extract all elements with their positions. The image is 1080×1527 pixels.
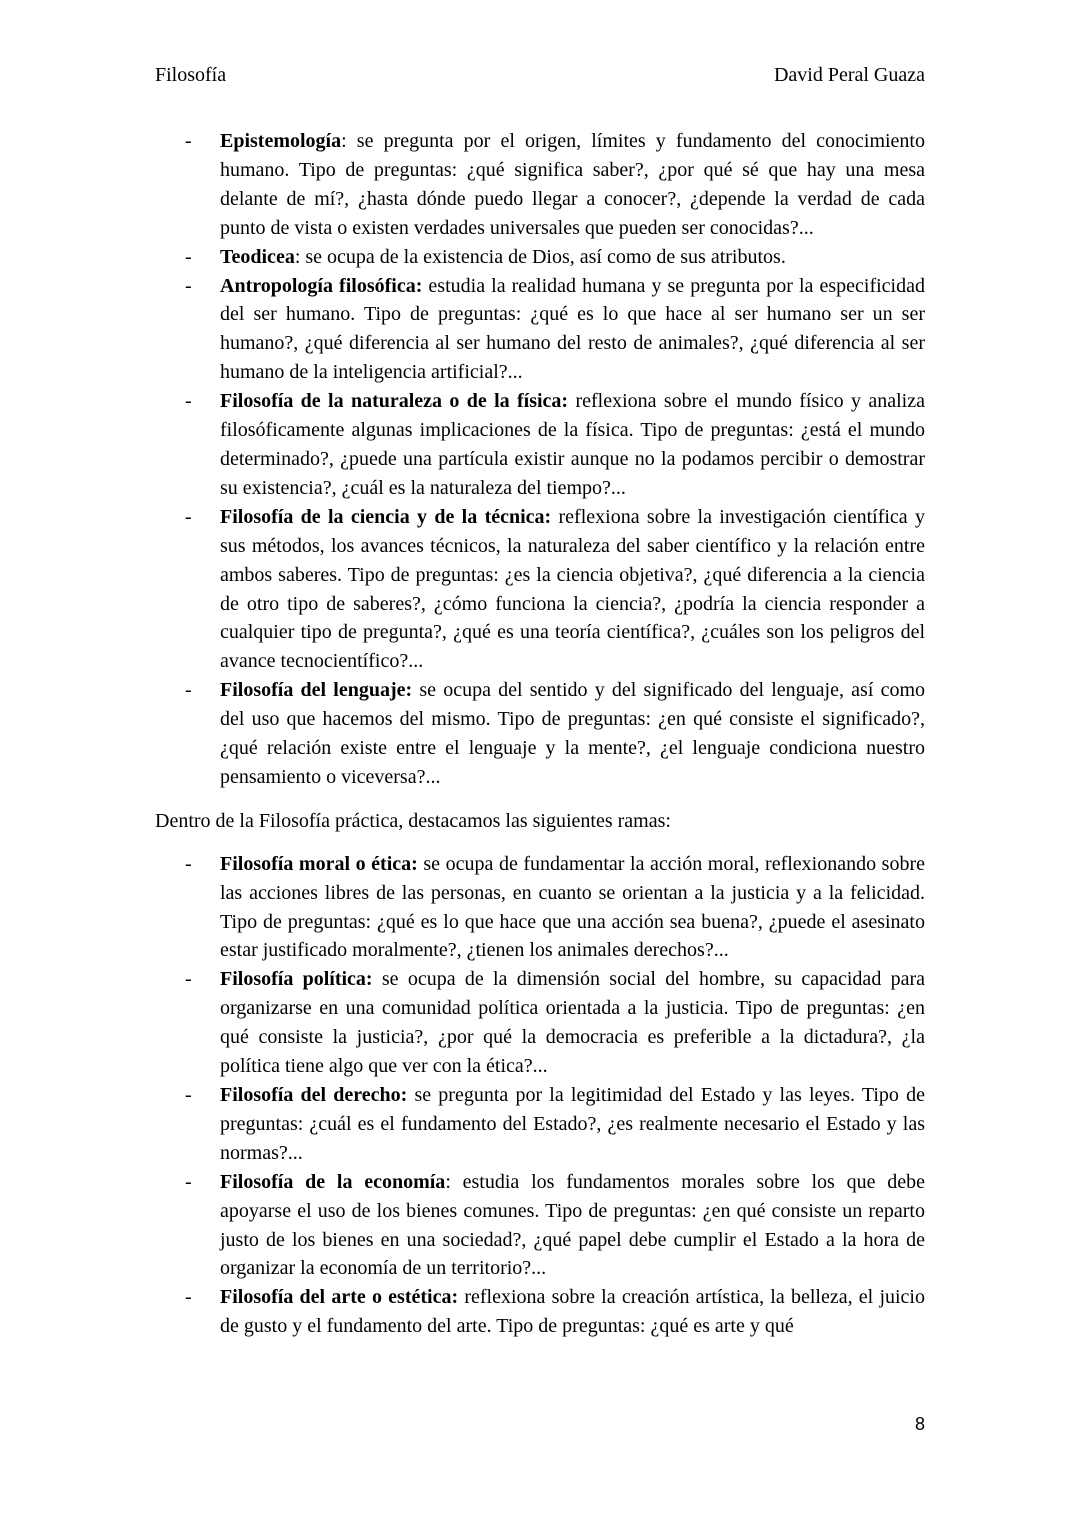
list-item: [155, 676, 925, 792]
page-header: [155, 64, 925, 90]
bullet-dash: -: [185, 245, 192, 268]
branch-term: Filosofía de la naturaleza o de la física:: [220, 390, 569, 413]
branch-description: se ocupa del sentido y del significado del lenguaje, así como del uso que hacemos del mismo. Tipo de preguntas: ¿en qué consiste el significado?, ¿qué relación existe entre el lenguaje y la mente?, ¿el lenguaje condiciona nuestro pensamiento o viceversa?...: [220, 679, 926, 788]
bullet-dash: -: [185, 852, 192, 875]
bullet-dash: -: [185, 130, 192, 152]
branch-term: Antropología filosófica:: [220, 274, 423, 297]
list-item: [155, 503, 925, 676]
branch-term: Filosofía de la ciencia y de la técnica:: [220, 505, 552, 528]
branch-description: reflexiona sobre la investigación científica y sus métodos, los avances técnicos, la naturaleza del saber científico y la relación entre ambos saberes. Tipo de preguntas: ¿es la ciencia objetiva?, ¿qué diferencia a la ciencia de otro tipo de saberes?, ¿cómo funciona la ciencia?, ¿podría la ciencia responder a cualquier tipo de pregunta?, ¿qué es una teoría científica?, ¿cuáles son los peligros del avance tecnocientífico?...: [220, 505, 925, 673]
branch-term: Teodicea: [220, 245, 295, 268]
list-item: [155, 1081, 925, 1168]
list-item: [155, 127, 925, 243]
bullet-dash: -: [185, 1286, 192, 1309]
term-separator: :: [294, 245, 301, 268]
list-item: [155, 243, 925, 272]
header-author: David Peral Guaza: [773, 64, 925, 86]
bullet-dash: -: [185, 1084, 192, 1106]
branch-description: estudia la realidad humana y se pregunta por la especificidad del ser humano. Tipo de preguntas: ¿qué es lo que hace al ser humano ser un ser humano?, ¿qué diferencia al ser humano del resto de animales?, ¿qué diferencia al ser humano de la inteligencia artificial?...: [220, 274, 925, 384]
branch-term: Filosofía del derecho:: [220, 1084, 408, 1106]
bullet-dash: -: [185, 274, 192, 297]
list-item: [155, 387, 925, 503]
term-separator: :: [445, 1170, 451, 1193]
branch-term: Epistemología: [220, 130, 342, 152]
list-item: [155, 965, 925, 1081]
branch-term: Filosofía moral o ética:: [220, 852, 418, 875]
branch-description: reflexiona sobre el mundo físico y analiza filosóficamente algunas implicaciones de la física. Tipo de preguntas: ¿está el mundo determinado?, ¿puede una partícula existir aunque no la podamos percibir o demostrar su existencia?, ¿cuál es la naturaleza del tiempo?...: [220, 390, 925, 499]
page-number: 8: [914, 1414, 925, 1434]
branch-term: Filosofía del arte o estética:: [220, 1286, 459, 1309]
branch-description: se ocupa de fundamentar la acción moral, reflexionando sobre las acciones libres de las personas, en cuanto se orientan a la justicia y a la felicidad. Tipo de preguntas: ¿qué es lo que hace que una acción sea buena?, ¿puede el asesinato estar justificado moralmente?, ¿tienen los animales derechos?...: [220, 852, 926, 962]
branch-term: Filosofía política:: [220, 968, 373, 991]
header-subject: Filosofía: [155, 64, 227, 86]
bullet-dash: -: [185, 505, 192, 528]
list-item: [155, 272, 925, 388]
branch-description: se pregunta por la legitimidad del Estado y las leyes. Tipo de preguntas: ¿cuál es el fundamento del Estado?, ¿es realmente necesario el Estado y las normas?...: [220, 1084, 925, 1164]
practical-philosophy-intro: Dentro de la Filosofía práctica, destacamos las siguientes ramas:: [155, 809, 671, 832]
list-item: [155, 850, 925, 966]
bullet-dash: -: [185, 968, 192, 991]
page-body: [155, 127, 925, 1341]
branch-term: Filosofía del lenguaje:: [220, 679, 413, 702]
branch-description: estudia los fundamentos morales sobre los que debe apoyarse el uso de los bienes comunes. Tipo de preguntas: ¿en qué consiste un reparto justo de los bienes en una sociedad?, ¿qué papel debe cumplir el Estado a la hora de organizar la economía de un territorio?...: [220, 1170, 925, 1280]
practical-branches-list: [155, 850, 925, 1341]
bullet-dash: -: [185, 1170, 192, 1193]
bullet-dash: -: [185, 390, 192, 413]
term-separator: :: [341, 130, 347, 152]
branch-description: se pregunta por el origen, límites y fundamento del conocimiento humano. Tipo de preguntas: ¿qué significa saber?, ¿por qué sé que hay una mesa delante de mí?, ¿hasta dónde puedo llegar a conocer?, ¿depende la verdad de cada punto de vista o existen verdades universales que pueden ser conocidas?...: [220, 130, 925, 239]
branch-term: Filosofía de la economía: [220, 1170, 446, 1193]
branch-description: reflexiona sobre la creación artística, la belleza, el juicio de gusto y el fundamento del arte. Tipo de preguntas: ¿qué es arte y qué: [220, 1286, 925, 1338]
bullet-dash: -: [185, 679, 192, 702]
branch-description: se ocupa de la dimensión social del hombre, su capacidad para organizarse en una comunidad política orientada a la justicia. Tipo de preguntas: ¿en qué consiste la justicia?, ¿por qué la democracia es preferible a la dictadura?, ¿la política tiene algo que ver con la ética?...: [220, 968, 926, 1078]
theoretical-branches-list: [155, 127, 925, 792]
list-item: [155, 1283, 925, 1341]
branch-description: se ocupa de la existencia de Dios, así como de sus atributos.: [300, 245, 786, 268]
list-item: [155, 1168, 925, 1284]
